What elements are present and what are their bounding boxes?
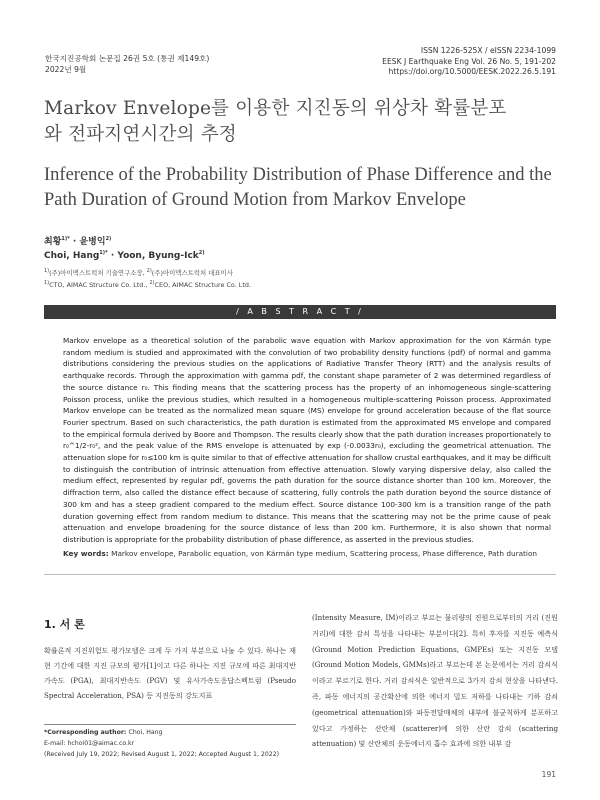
footnote-email[interactable]: E-mail: hchoi01@aimac.co.kr: [44, 740, 135, 747]
abstract-text: Markov envelope as a theoretical solution of the parabolic wave equation with Markov approximation for the von Kármán type random medium is studied and approximated with the convolution of two probability density functions (pdf) of normal and gamma distributions considering the previous studies on the applications of Radiative Transfer Theory (RTT) and the analysis results of earthquake records. Through the approximation with gamma pdf, the constant shape parameter of 2 was determined regardless of the source distance r₀. This finding means that the scattering process has the property of an inhomogeneous single-scattering Poisson process, unlike the previous studies, which resulted in a homogeneous multiple-scattering Poisson process. Approximated Markov envelope can be treated as the normalized mean square (MS) envelope for ground acceleration because of the flat source Fourier spectrum. Based on such characteristics, the path duration is estimated from the approximated MS envelope and compared to the empirical formula derived by Boore and Thompson. The results clearly show that the path duration increases proportionately to r₀^1/2-r₀², and the peak value of the RMS envelope is attenuated by exp (-0.0033r₀), excluding the geometrical attenuation. The attenuation slope for r₀≤100 km is quite similar to that of effective attenuation for shallow crustal earthquakes, and it may be difficult to distinguish the contribution of intrinsic attenuation from effective attenuation. Slowly varying dispersive delay, also called the medium effect, represented by regular pdf, governs the path duration for the source distance shorter than 100 km. Moreover, the diffraction term, also called the distance effect because of scattering, fully controls the path duration beyond the source distance of 300 km and has a steep gradient compared to the medium effect. Source distance 100-300 km is a transition range of the path duration governing effect from random medium to distance. This means that the scattering may not be the prime cause of peak attenuation and envelope broadening for the source distance of less than 200 km. Furthermore, it is also shown that normal distribution is appropriate for the probability distribution of phase difference, as asserted in the previous studies.: [63, 336, 551, 544]
footnote-divider: [44, 724, 296, 725]
author-1-english: Choi, Hang: [44, 251, 100, 261]
body-text-right-column: [312, 610, 558, 752]
affil-en-sup2: 2): [149, 279, 155, 286]
keywords: [63, 549, 551, 558]
affil-ko-sup1: 1): [44, 267, 50, 274]
section-heading: 1. 서 론: [44, 618, 85, 631]
footnote-author: Choi, Hang: [128, 729, 163, 736]
journal-header-korean: [45, 54, 209, 75]
author-2-korean: 윤병익: [79, 237, 106, 247]
body-text-left-column: [44, 643, 296, 703]
footnote-corresponding: [44, 729, 163, 736]
footnote-received: (Received July 19, 2022; Revised August 1, 2022; Accepted August 1, 2022): [44, 751, 280, 758]
author-2-english: Yoon, Byung-Ick: [117, 251, 199, 261]
title-english-line2: Path Duration of Ground Motion from Markov Envelope: [44, 190, 466, 210]
author-1-korean: 최황: [44, 237, 62, 247]
abstract-label: / A B S T R A C T /: [236, 307, 364, 316]
page-number: 191: [541, 770, 556, 779]
authors-english: [44, 251, 205, 261]
issn-line: ISSN 1226-525X / eISSN 2234-1099: [420, 46, 556, 55]
author-separator-en: ·: [107, 251, 118, 261]
author-separator: ·: [69, 237, 80, 247]
affil-ko-2: (주)아이맥스트럭처 대표이사: [151, 269, 233, 277]
author-1-korean-sup: 1)*: [61, 236, 70, 242]
author-1-english-sup: 1)*: [99, 250, 108, 256]
doi-link[interactable]: https://doi.org/10.5000/EESK.2022.26.5.191: [388, 67, 556, 76]
keywords-label: Key words:: [63, 549, 112, 558]
body-paragraph-left: 확률론적 지진위험도 평가모델은 크게 두 가지 부분으로 나눌 수 있다. 하나는 재현 기간에 대한 지진 규모의 평가[1]이고 다른 하나는 지진 규모에 따른 최대지반가속도 (PGA), 최대지반속도 (PGV) 및 유사가속도응답스펙트럼 (Pseudo Spectral Acceleration, PSA) 등 지진동의 강도지표: [44, 646, 296, 700]
title-english: [44, 163, 574, 213]
keywords-text: Markov envelope, Parabolic equation, von Kármán type medium, Scattering process, Phase difference, Path duration: [111, 549, 538, 558]
publication-date-korean: 2022년 9월: [45, 64, 87, 74]
title-korean: [44, 96, 574, 148]
affiliation-english: [44, 281, 251, 289]
journal-header-english: [382, 46, 556, 78]
body-paragraph-right: (Intensity Measure, IM)이라고 부르는 물리량의 진원으로부터의 거리 (진원 거리)에 대한 감쇠 특성을 나타내는 부분이다[2]. 특히 후자를 지진동 예측식 (Ground Motion Prediction Equations, GMPEs) 또는 지진동 모델 (Ground Motion Models, GMMs)라고 부르는데 본 논문에서는 거리 감쇠식이라고 부르기로 한다. 거리 감쇠식은 일반적으로 3가지 감쇠 현상을 나타낸다. 즉, 파동 에너지의 공간확산에 의한 에너지 밀도 저하를 나타내는 기하 감쇠 (geometrical attenuation)와 파동전달매체의 내부에 불균칙하게 분포하고 있다고 가정하는 산란체 (scatterer)에 의한 산란 감쇠 (scattering attenuation) 및 산란체의 운동에너지 흡수 효과에 의한 내부 감: [312, 613, 558, 749]
journal-name-korean: 한국지진공학회 논문집 26권 5호 (통권 제149호): [45, 54, 210, 63]
title-korean-line1: Markov Envelope를 이용한 지진동의 위상차 확률분포: [44, 98, 507, 119]
author-2-korean-sup: 2): [105, 236, 112, 242]
affiliation-korean: [44, 268, 233, 277]
footnote-label: *Corresponding author:: [44, 729, 129, 736]
abstract-divider: [44, 574, 556, 575]
affil-en-1: CTO, AIMAC Structure Co. Ltd.,: [49, 281, 150, 289]
affil-ko-1: (주)아이맥스트럭처 기술연구소장,: [49, 269, 147, 277]
authors-korean: [44, 234, 111, 247]
title-english-line1: Inference of the Probability Distribution of Phase Difference and the: [44, 165, 552, 185]
affil-en-2: CEO, AIMAC Structure Co. Ltd.: [154, 281, 251, 289]
affil-ko-sup2: 2): [146, 267, 152, 274]
journal-name-english: EESK J Earthquake Eng Vol. 26 No. 5, 191-202: [382, 56, 556, 66]
title-korean-line2: 와 전파지연시간의 추정: [44, 124, 237, 145]
author-2-english-sup: 2): [198, 250, 205, 256]
affil-en-sup1: 1): [44, 279, 50, 286]
